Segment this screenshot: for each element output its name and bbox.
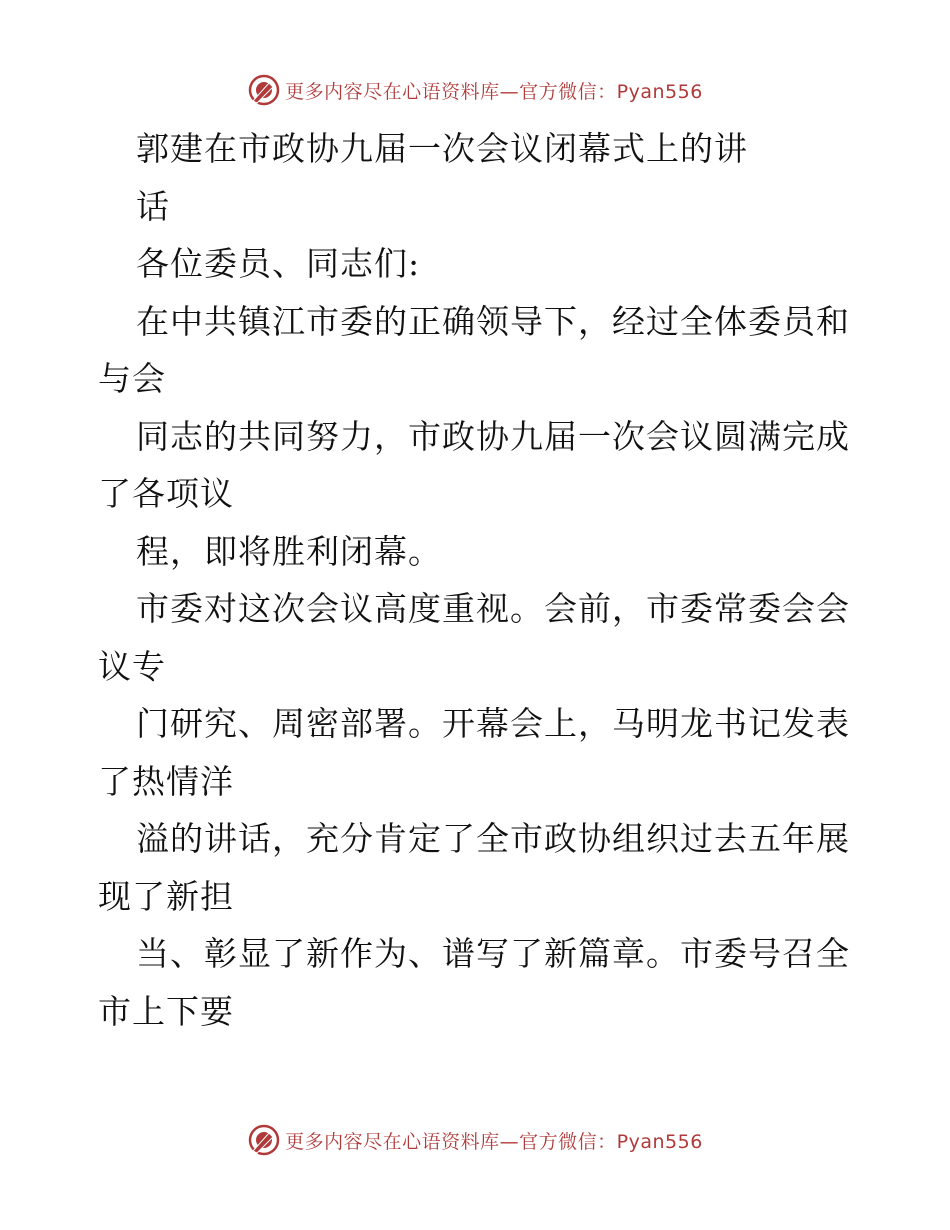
document-line: 议专 [98, 646, 166, 686]
document-line: 市上下要 [98, 991, 234, 1031]
footer-watermark-banner [0, 1120, 950, 1160]
document-line: 同志的共同努力，市政协九届一次会议圆满完成 [136, 416, 850, 456]
header-watermark-text: 更多内容尽在心语资料库—官方微信：Pyan556 [285, 80, 703, 103]
document-line: 在中共镇江市委的正确领导下，经过全体委员和 [136, 301, 850, 341]
pen-logo-icon [247, 1123, 281, 1157]
footer-watermark-text: 更多内容尽在心语资料库—官方微信：Pyan556 [285, 1130, 703, 1153]
header-watermark-banner [0, 70, 950, 110]
document-line: 各位委员、同志们: [136, 244, 421, 283]
document-line: 程，即将胜利闭幕。 [136, 531, 442, 571]
document-line: 了各项议 [98, 474, 234, 513]
document-line: 了热情洋 [98, 761, 234, 801]
document-line: 市委对这次会议高度重视。会前，市委常委会会 [136, 589, 850, 628]
document-line: 门研究、周密部署。开幕会上，马明龙书记发表 [136, 704, 850, 743]
document-line: 当、彰显了新作为、谱写了新篇章。市委号召全 [136, 934, 850, 973]
document-line: 郭建在市政协九届一次会议闭幕式上的讲 [136, 129, 748, 168]
document-line: 现了新担 [98, 876, 234, 916]
document-body [98, 120, 858, 1040]
document-line: 溢的讲话，充分肯定了全市政协组织过去五年展 [136, 819, 850, 858]
document-line: 与会 [98, 359, 166, 398]
document-line: 话 [136, 186, 170, 226]
pen-logo-icon [247, 73, 281, 107]
